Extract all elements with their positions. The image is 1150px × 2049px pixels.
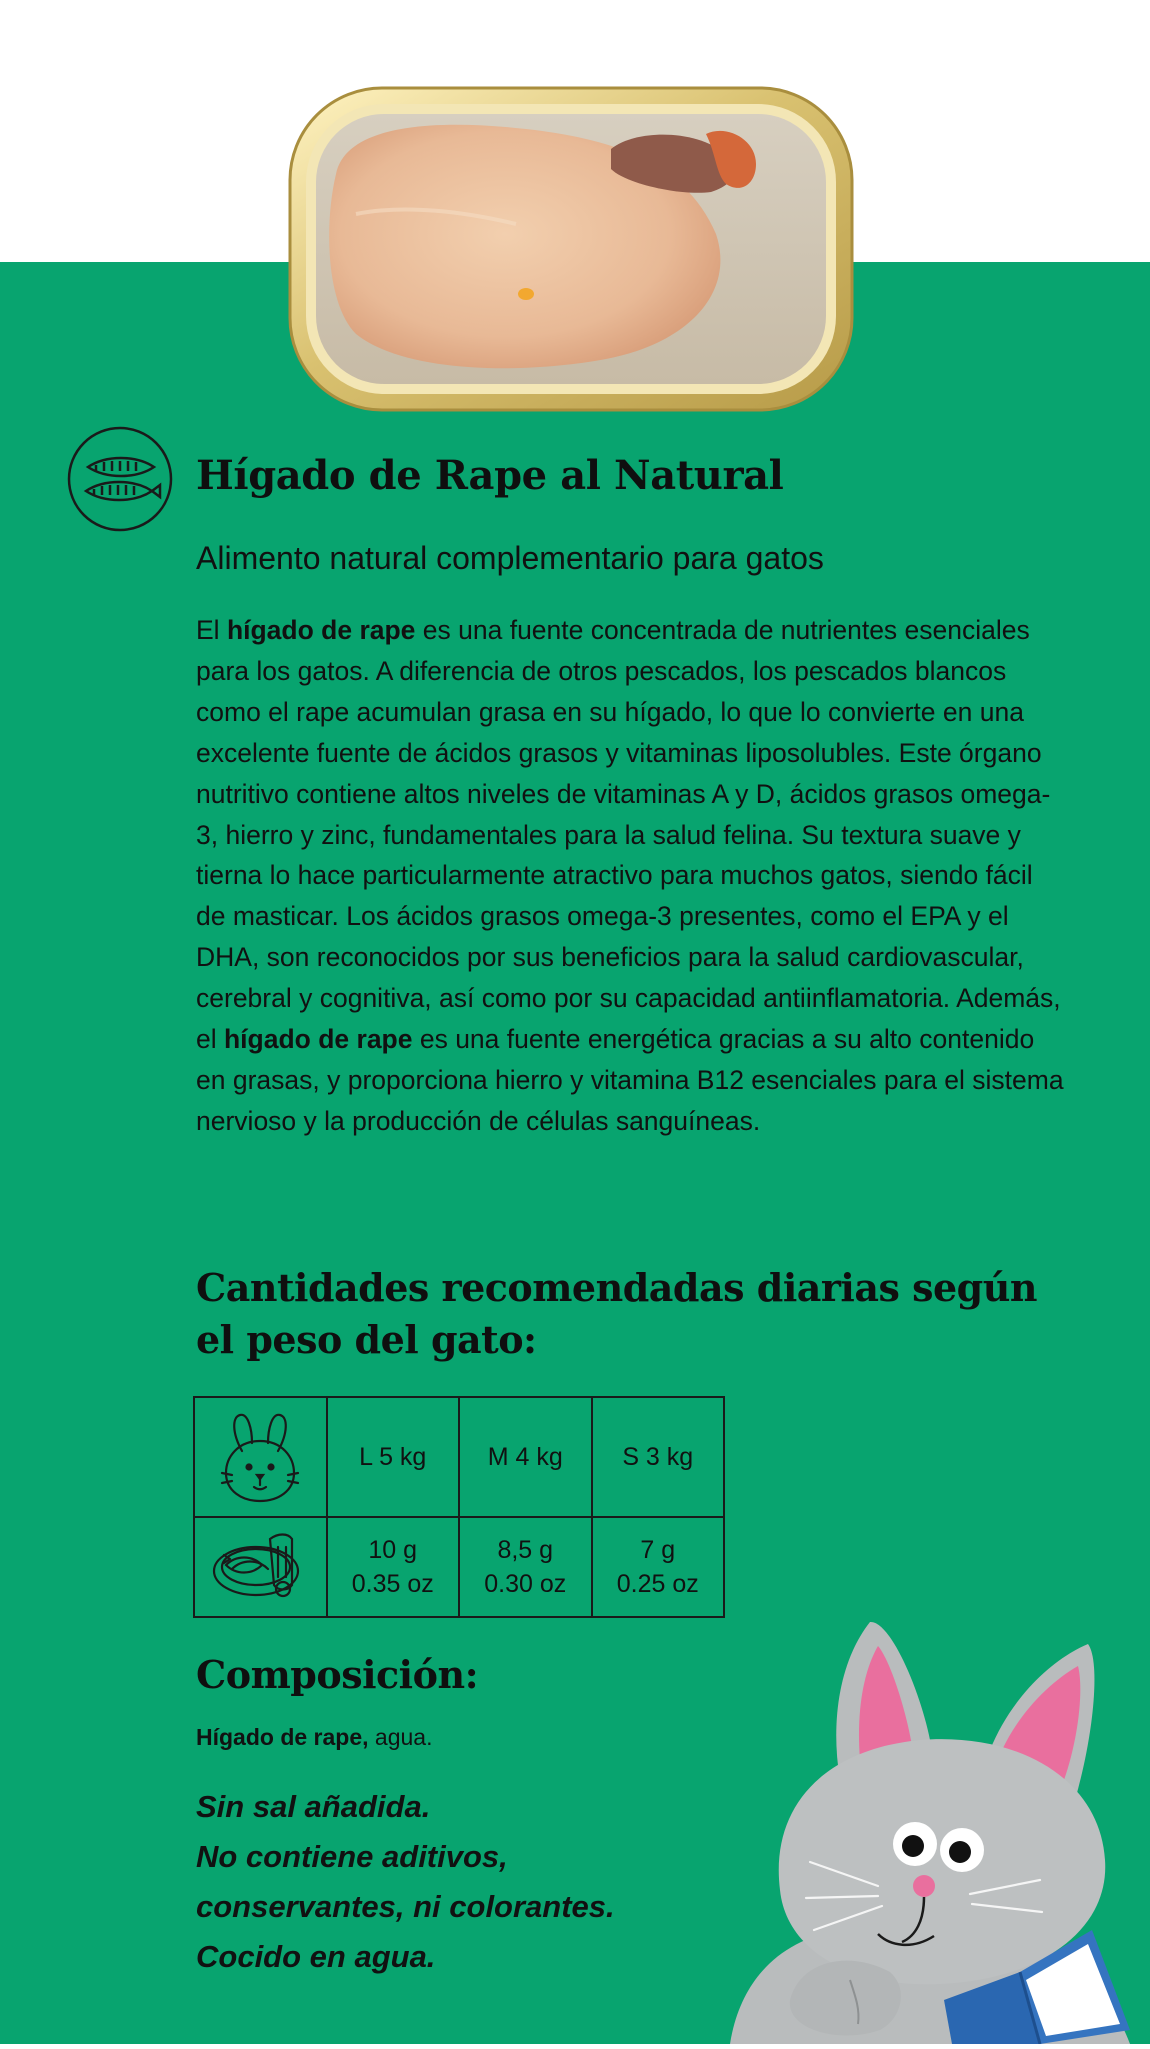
- product-title: Hígado de Rape al Natural: [196, 452, 784, 499]
- composition-heading: Composición:: [196, 1652, 479, 1697]
- fish-tin-icon: [194, 1517, 327, 1617]
- note-line: Sin sal añadida.: [196, 1789, 431, 1824]
- note-line: conservantes, ni colorantes.: [196, 1889, 615, 1924]
- fish-icon: [66, 425, 174, 533]
- size-medium-label: M 4 kg: [459, 1397, 592, 1517]
- amount-grams: 8,5 g: [497, 1536, 554, 1565]
- amount-ounces: 0.25 oz: [616, 1570, 699, 1599]
- amount-grams: 7 g: [640, 1536, 676, 1565]
- monkfish-liver-tin-photo: [286, 84, 856, 414]
- daily-amounts-heading: Cantidades recomendadas diarias según el peso del gato:: [196, 1265, 1037, 1362]
- description-bold-segment: hígado de rape: [226, 615, 416, 645]
- note-line: No contiene aditivos,: [196, 1839, 508, 1874]
- product-subtitle: Alimento natural complementario para gatos: [196, 540, 824, 576]
- table-row: [194, 1397, 724, 1517]
- cat-face-icon: [194, 1397, 327, 1517]
- ingredient-rest: agua.: [368, 1724, 433, 1750]
- composition-ingredients: [196, 1724, 433, 1751]
- description-segment: El: [196, 615, 227, 645]
- size-large-label: L 5 kg: [327, 1397, 460, 1517]
- amount-large: [327, 1517, 460, 1617]
- reading-cat-illustration: [690, 1600, 1150, 2044]
- amount-medium: [459, 1517, 592, 1617]
- amount-ounces: 0.30 oz: [484, 1570, 567, 1599]
- daily-amounts-table: [193, 1396, 725, 1618]
- amount-ounces: 0.35 oz: [351, 1570, 434, 1599]
- amount-grams: 10 g: [368, 1536, 418, 1565]
- table-row: [194, 1517, 724, 1617]
- description-segment: es una fuente concentrada de nutrientes esenciales para los gatos. A diferencia de otros pescados, los pescados blancos como el rape acumulan grasa en su hígado, lo que lo convierte en una excelente fuente de ácidos grasos y vitaminas liposolubles. Este órgano nutritivo contiene altos niveles de vitaminas A y D, ácidos grasos omega-3, hierro y zinc, fundamentales para la salud felina. Su textura suave y tierna lo hace particularmente atractivo para muchos gatos, siendo fácil de masticar. Los ácidos grasos omega-3 presentes, como el EPA y el DHA, son reconocidos por sus beneficios para la salud cardiovascular, cerebral y cognitiva, así como por su capacidad antiinflamatoria. Además, el: [196, 615, 1061, 1055]
- product-description: [196, 610, 1066, 1142]
- ingredient-bold: Hígado de rape,: [196, 1724, 369, 1750]
- description-segment: es una fuente energética gracias a su alto contenido en grasas, y proporciona hierro y vitamina B12 esenciales para el sistema nervioso y la producción de células sanguíneas.: [196, 1024, 1064, 1136]
- product-notes: [196, 1782, 615, 1982]
- note-line: Cocido en agua.: [196, 1939, 436, 1974]
- description-bold-segment: hígado de rape: [224, 1024, 413, 1055]
- size-small-label: S 3 kg: [592, 1397, 725, 1517]
